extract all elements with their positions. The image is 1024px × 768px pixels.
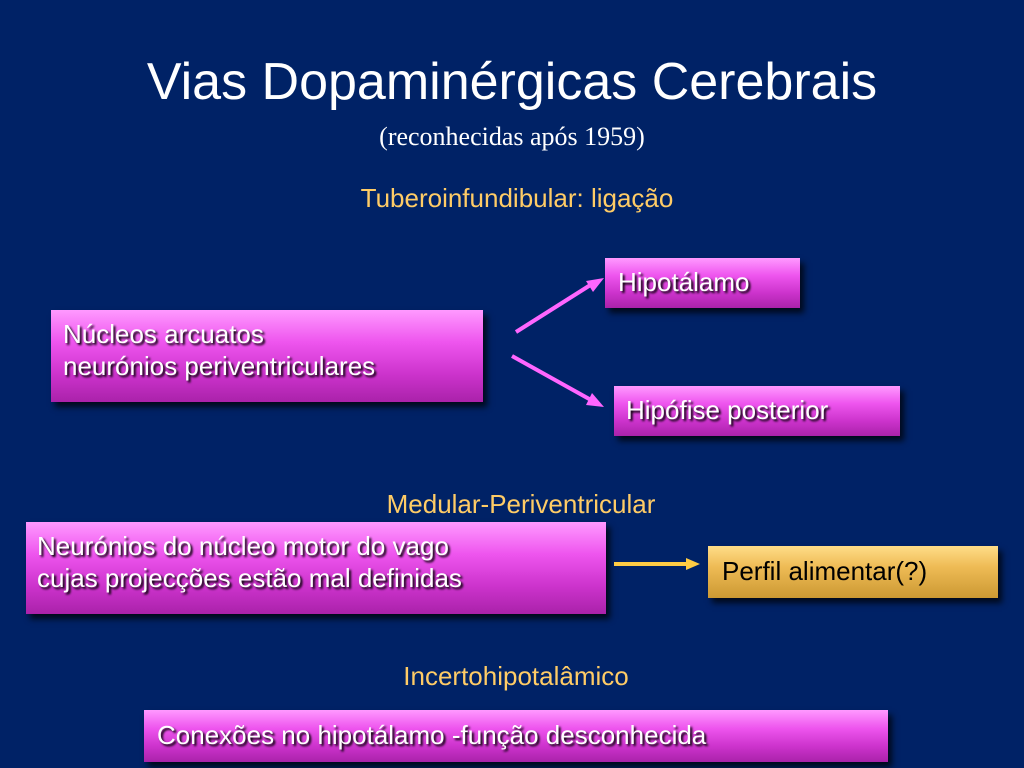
box-nucleos-line-1: Núcleos arcuatos [63, 319, 264, 349]
box-conexoes-hipotalamo: Conexões no hipotálamo -função desconhecida [144, 710, 888, 762]
box-neuronios-line-1: Neurónios do núcleo motor do vago [37, 531, 449, 561]
section-medular-periventricular: Medular-Periventricular [386, 489, 656, 519]
arrowhead-hipofise [586, 393, 604, 407]
slide-subtitle: (reconhecidas após 1959) [379, 122, 645, 151]
section-incertohipotalamico: Incertohipotalâmico [403, 661, 629, 691]
box-neuronios-line-2: cujas projecções estão mal definidas [37, 563, 462, 593]
box-nucleos-line-2: neurónios periventriculares [63, 351, 376, 381]
box-hipofise-posterior: Hipófise posterior [614, 386, 900, 436]
slide-title: Vias Dopaminérgicas Cerebrais [146, 53, 878, 111]
section-tuberoinfundibular: Tuberoinfundibular: ligação [360, 183, 674, 213]
arrowhead-hipotalamo [586, 278, 604, 292]
box-hipotalamo: Hipotálamo [605, 258, 800, 308]
arrow-to-hipotalamo [516, 284, 592, 332]
arrowhead-perfil [686, 558, 700, 570]
arrow-to-hipofise [512, 356, 591, 400]
box-perfil-alimentar: Perfil alimentar(?) [708, 546, 998, 598]
